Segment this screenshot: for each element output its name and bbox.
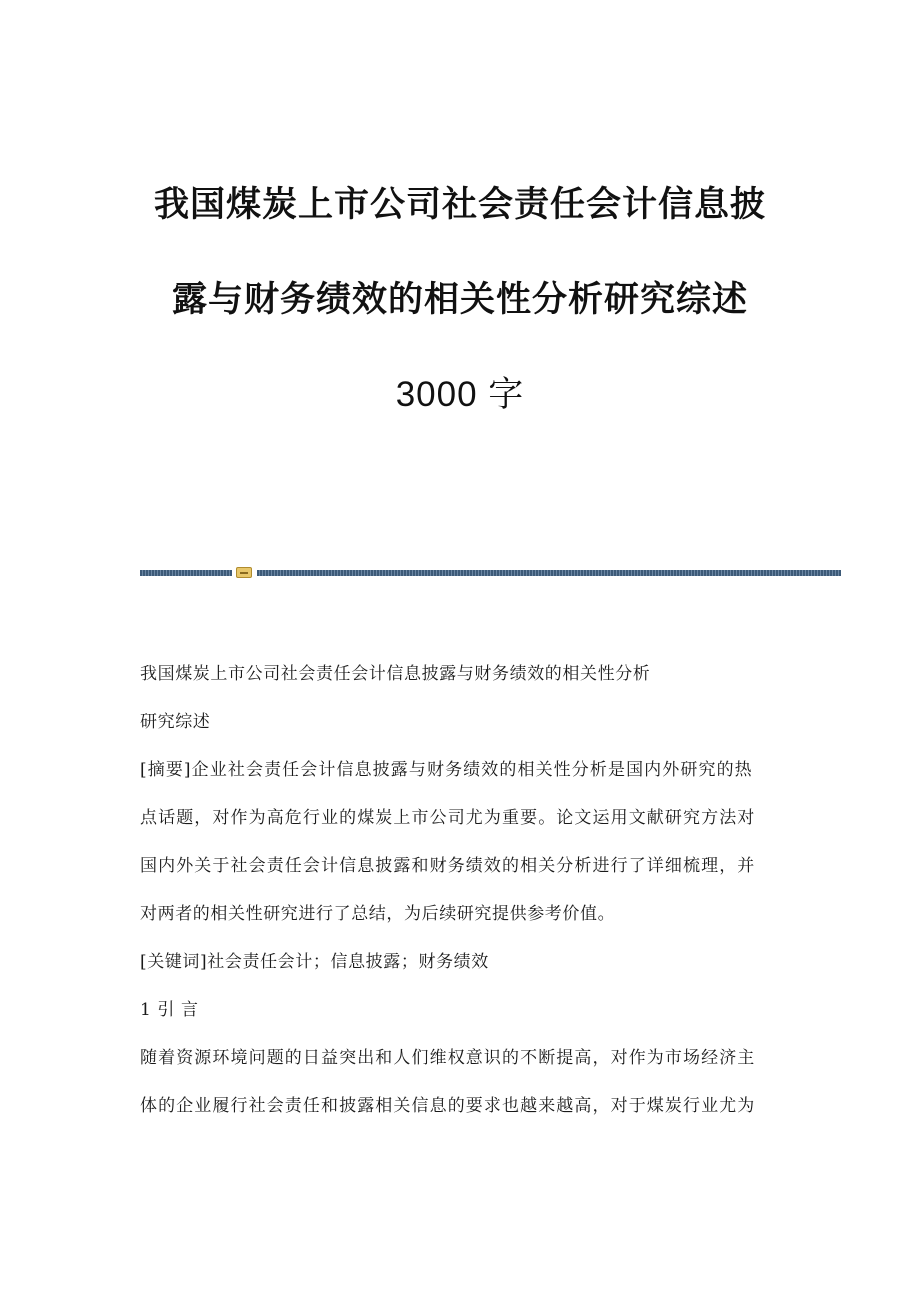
intro-line-2: 体的企业履行社会责任和披露相关信息的要求也越来越高，对于煤炭行业尤为 [140, 1096, 756, 1116]
divider-ornament-icon [236, 567, 252, 578]
document-title [0, 185, 920, 415]
divider-bar-left [140, 570, 232, 576]
abstract-line-4: 对两者的相关性研究进行了总结，为后续研究提供参考价值。 [140, 904, 616, 924]
body-heading-line-2: 研究综述 [140, 712, 211, 732]
abstract-line-2: 点话题，对作为高危行业的煤炭上市公司尤为重要。论文运用文献研究方法对 [140, 808, 756, 828]
abstract-line-3: 国内外关于社会责任会计信息披露和财务绩效的相关分析进行了详细梳理，并 [140, 856, 756, 876]
title-line-1: 我国煤炭上市公司社会责任会计信息披 [153, 185, 766, 225]
intro-line-1: 随着资源环境问题的日益突出和人们维权意识的不断提高，对作为市场经济主 [140, 1048, 756, 1068]
title-divider [140, 567, 841, 579]
body-heading-line-1: 我国煤炭上市公司社会责任会计信息披露与财务绩效的相关性分析 [140, 664, 651, 684]
divider-bar-right [257, 570, 841, 576]
abstract-line-1: [摘要]企业社会责任会计信息披露与财务绩效的相关性分析是国内外研究的热 [140, 760, 753, 780]
title-line-2: 露与财务绩效的相关性分析研究综述 [171, 280, 748, 320]
document-body [140, 662, 770, 1142]
section-heading-introduction: 1 引 言 [140, 1000, 199, 1020]
title-line-3: 3000 字 [395, 375, 525, 414]
keywords-line: [关键词]社会责任会计；信息披露；财务绩效 [140, 952, 489, 972]
